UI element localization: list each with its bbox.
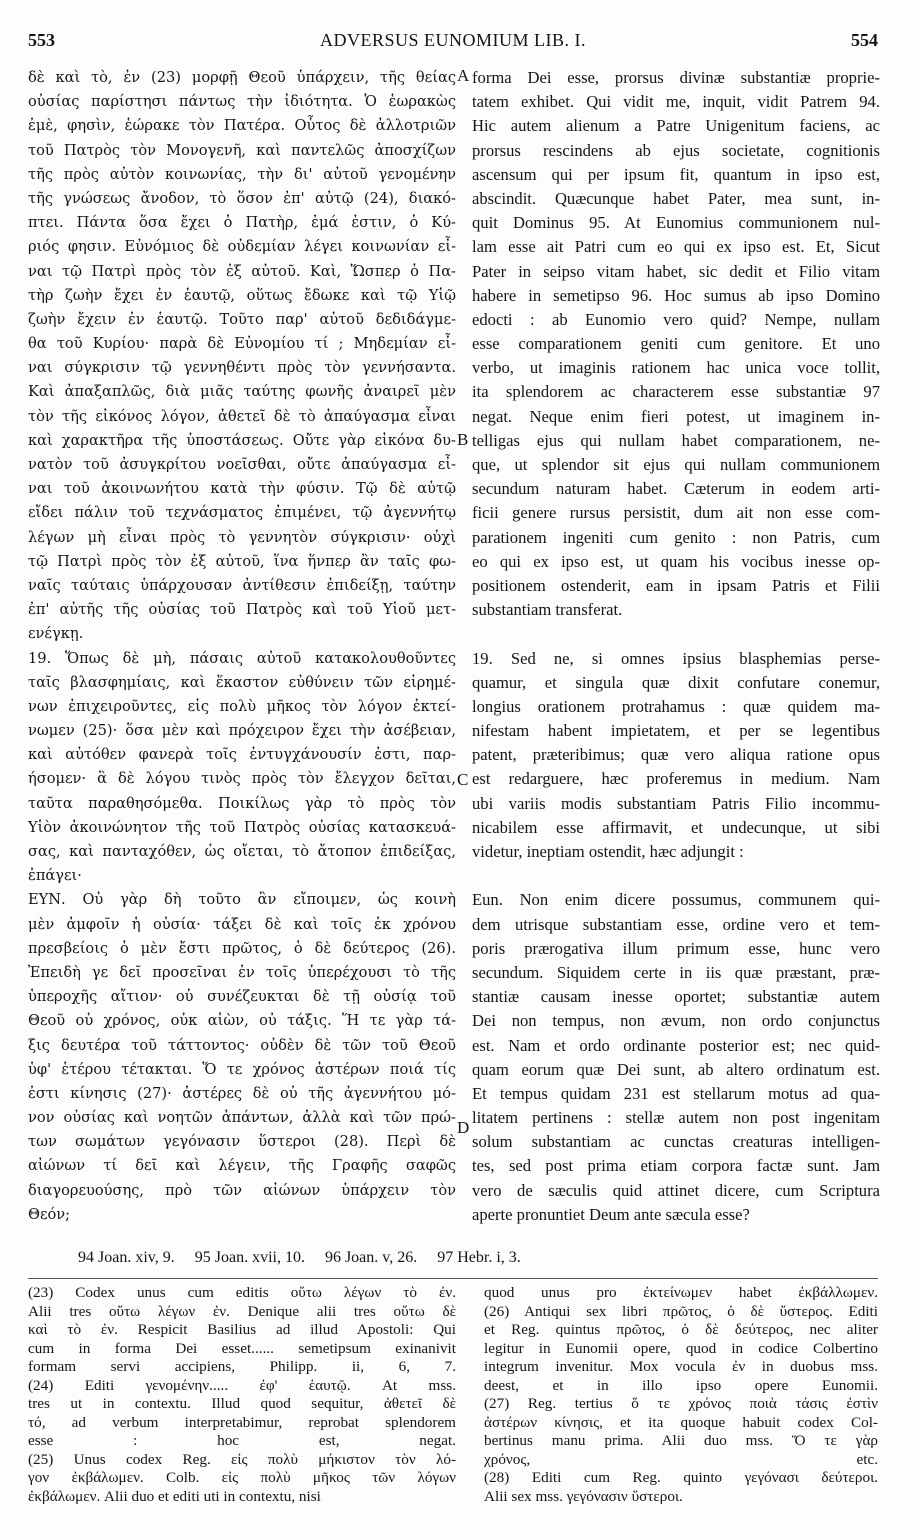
greek-text-line: ξις δευτέρα τοῦ τάττοντος· οὐδὲν δὲ τῶν τοῦ Θεοῦ [28,1036,456,1054]
scripture-ref: 95 Joan. xvii, 10. [194,1249,305,1266]
latin-text-line: ascensum qui per ipsum fit, quantum in ipso est, [472,164,880,184]
greek-text-line: τῆς γνώσεως ἄνοδον, τὸ ὅσον ἐπ' αὐτῷ (24), διακό- [28,189,456,207]
latin-text-line: quit Dominus 95. At Eunomius communionem nul- [472,213,880,233]
footnote-line: (26) Antiqui sex libri πρῶτος, ὁ δὲ ὕστερος. Editi [484,1302,878,1320]
scripture-ref: 97 Hebr. i, 3. [437,1249,521,1266]
footnotes-right [484,1284,878,1506]
latin-text-line: litatem pertinens : stellæ autem non post ingenitam [472,1108,880,1128]
latin-text-line: tes, sed post prima etiam corpora factæ sunt. Jam [472,1156,880,1176]
page-number-left: 553 [28,30,55,50]
greek-text-line: Θεοῦ οὐ χρόνος, οὐκ αἰὼν, οὐ τάξις. Ἥ τε γὰρ τά- [28,1012,456,1030]
greek-text-line: αἰώνων τί δεῖ καὶ λέγειν, τῆς Γραφῆς σαφῶς [28,1157,456,1175]
latin-text-line: stantiæ causam inesse oportet; substantiæ autem [472,987,880,1007]
greek-text-line: ναι τῷ Πατρὶ πρὸς τὸν ἐξ αὐτοῦ. Καὶ, Ὥσπερ ὁ Πα- [28,262,456,280]
margin-marker-c: C [457,770,469,789]
latin-text-line: dem utrisque substantiam esse, ordine vero et tem- [472,914,880,934]
greek-text-line: τὴρ ζωὴν ἔχει ἐν ἑαυτῷ, οὕτως ἔδωκε καὶ τῷ Υἱῷ [28,286,456,304]
margin-marker-d: D [457,1118,470,1137]
greek-text-line: ὑπεροχῆς αἴτιον· οὐ συνέζευκται δὲ τῇ οὐσίᾳ τοῦ [28,988,456,1006]
greek-text-line: νατὸν τοῦ ἀσυγκρίτου νοεῖσθαι, οὔτε ἀπαύγασμα εἶ- [28,456,456,473]
latin-text-line: est redarguere, hæc proferemus in medium. Nam [472,769,880,789]
footnote-line: ἀστέρων κίνησις, et ita quoque habuit codex Col- [484,1413,878,1431]
greek-text-line: ἐστι κίνησις (27)· ἀστέρες δὲ οὐ τῆς ἀγεννήτου μό- [28,1084,456,1102]
greek-text-line: διαγορευούσης, πρὸ τῶν αἰώνων ὑπάρχειν τὸν [28,1181,456,1199]
footnote-line: integrum invenitur. Mox vocula ἐν in duobus mss. [484,1358,878,1375]
latin-text-line: Pater in seipso vitam habet, sic dedit et Filio vitam [472,261,880,281]
footnotes-left [28,1284,456,1506]
greek-text-line: πρεσβείοις ὁ μὲν ἔστι πρῶτος, ὁ δὲ δεύτερος (26). [28,939,456,957]
greek-text-line: ταῖς βλασφημίαις, καὶ ἕκαστον εὐθύνειν τῶν εἰρημέ- [28,673,456,691]
greek-text-line: ταῦτα παραθησόμεθα. Ποικίλως γὰρ τὸ πρὸς τὸν [28,794,456,812]
greek-text-line: ναι τοῦ ἀκοινωνήτου κατὰ τὴν φύσιν. Τῷ δὲ αὐτῷ [28,480,456,498]
margin-marker-b: B [457,430,469,449]
greek-text-line: Υἱὸν ἀκοινώνητον τῆς τοῦ Πατρὸς οὐσίας κατασκευά- [28,818,456,836]
greek-text-line: ὑφ' ἑτέρου τέτακται. Ὅ τε χρόνος ἀστέρων ποιά τίς [28,1060,456,1078]
footnote-line: formam servi accipiens, Philipp. ii, 6, 7. [28,1358,456,1375]
footnote-line: tres ut in contextu. Illud quod sequitur, ἀθετεῖ δὲ [28,1395,456,1412]
greek-text-line: νωμεν (25)· ὅσα μὲν καὶ πρόχειρον ἔχει τὴν ἀσέβειαν, [28,722,456,740]
footnote-line: ἐκβάλωμεν. Alii duo et editi uti in contextu, nisi [28,1487,321,1505]
footnote-line: bertinus manu prima. Alii duo mss. Ὅ τε γὰρ [484,1432,878,1449]
latin-text-line: 19. Sed ne, si omnes ipsius blasphemias perse- [472,648,880,668]
footnote-line: Alii sex mss. γεγόνασιν ὕστεροι. [484,1487,683,1505]
footnote-line: καὶ τὸ ἐν. Respicit Basilius ad illud Apostoli: Qui [28,1321,456,1338]
latin-text-line: esse comparationem geniti cum genitore. Et uno [472,334,880,354]
latin-text-line: quam eorum quæ Dei sunt, ab altero ordinatum est. [472,1059,880,1079]
footnote-line: deest, et in illo ipso opere Eunomii. [484,1376,878,1394]
latin-text-line: forma Dei esse, prorsus divinæ substantiæ proprie- [472,68,880,87]
latin-text-line: secundum. Siquidem certe in iis quæ præstant, præ- [472,962,880,982]
latin-text-line: substantiam transferat. [472,600,623,620]
latin-text-line: ita splendorem ac characterem esse substantiæ 97 [472,382,880,402]
latin-text-line: eo qui ex ipso est, ut quam his vocibus inesse op- [472,551,880,571]
margin-marker-a: A [457,66,470,85]
greek-text-line: ναι σύγκρισιν τῷ γεννηθέντι πρὸς τὸν γεννήσαντα. [28,359,456,377]
latin-text-line: positionem ostenderit, eam in ipsam Patris et Filii [472,575,880,595]
greek-text-line: νων ἐπιχειροῦντες, εἰς πολὺ μῆκος τὸν λόγον ἐκτεί- [28,697,456,715]
latin-text-line: longius orationem protrahamus : quæ quidem ma- [472,696,880,716]
latin-text-line: prorsus rescindens ab ejus societate, cognitionis [472,140,880,160]
greek-text-line: ἐπ' αὐτῆς τῆς οὐσίας τοῦ Πατρὸς καὶ τοῦ Υἱοῦ μετ- [28,601,456,619]
greek-text-line: ναῖς ταύταις ὑπάρχουσαν ἀντίθεσιν ἐπιδείξῃ, ταύτην [28,576,456,594]
footnote-line: Alii tres οὕτω λέγων ἐν. Denique alii tres οὕτω δὲ [28,1302,456,1320]
latin-text-line: parationem ingeniti cum genito : non Patris, cum [472,527,880,547]
latin-text-line: secundum naturam habet. Cæterum in eodem arti- [472,479,880,499]
greek-text-line: ἐπάγει· [28,867,82,885]
greek-text-line: τοῦ Πατρὸς τὸν Μονογενῆ, καὶ παντελῶς ἀποσχίζων [28,141,456,159]
greek-text-line: ενέγκῃ. [28,625,84,643]
greek-text-line: δὲ καὶ τὸ, ἐν (23) μορφῇ Θεοῦ ὑπάρχειν, τῆς θείας [28,69,456,86]
latin-text-line: solum substantiam ac cunctas creaturas intelligen- [472,1132,880,1152]
latin-text-line: est. Nam et ordo ordinante posterior est; nec quid- [472,1035,880,1055]
greek-text-line: τὸν τῆς εἰκόνος λόγον, ἀθετεῖ δὲ τὸ ἀπαύγασμα εἶναι [28,407,456,425]
footnote-line: (27) Reg. tertius ὅ τε χρόνος ποιὰ τάσις ἐστὶν [484,1395,878,1412]
latin-text-line: que, ut splendor sit ejus qui nullam communionem [472,455,880,474]
footnote-line: (24) Editi γενομένην..... ἐφ' ἑαυτῷ. At mss. [28,1376,456,1394]
greek-text-line: καὶ αὐτόθεν φανερὰ τοῖς ἐντυγχάνουσίν ἐστι, παρ- [28,746,456,764]
scripture-ref: 94 Joan. xiv, 9. [78,1249,175,1266]
greek-text-line: Θεόν; [28,1205,71,1223]
latin-text-line: vero de sæculis quid attinet dicere, cum Scriptura [472,1180,880,1200]
latin-column [472,66,880,1227]
greek-text-line: ΕΥΝ. Οὐ γὰρ δὴ τοῦτο ἂν εἴποιμεν, ὡς κοινὴ [28,891,456,909]
footnote-line: cum in forma Dei esset...... semetipsum exinanivit [28,1339,456,1357]
latin-text-line: nifestam habent impietatem, et per se legentibus [472,721,880,741]
greek-text-line: τῷ Πατρὶ πρὸς τὸν ἐξ αὐτοῦ, ἵνα ἥνπερ ἂν ταῖς φω- [28,552,456,570]
latin-text-line: telligas ejus qui nullam habet comparationem, ne- [472,430,880,450]
greek-text-line: σας, καὶ πανταχόθεν, ὡς οἴεται, τὸ ἄτοπον ἐπιδείξας, [28,843,456,860]
greek-text-line: τῆς πρὸς αὐτὸν κοινωνίας, τὴν δι' αὐτοῦ γενομένην [28,165,456,183]
latin-text-line: tatem exhibet. Qui vidit me, inquit, vidit Patrem 94. [472,92,880,112]
greek-text-line: Καὶ ἀπαξαπλῶς, διὰ μιᾶς ταύτης φωνῆς ἀναιρεῖ μὲν [28,383,456,401]
latin-text-line: nicabilem esse affirmavit, et undecunque, ut sibi [472,817,880,837]
greek-text-line: καὶ χαρακτῆρα τῆς ὑποστάσεως. Οὔτε γὰρ εἰκόνα δυ- [28,431,456,449]
latin-text-line: ficii genere rursus persistit, dum ait non esse com- [472,503,880,523]
latin-text-line: videtur, ineptiam ostendit, hæc adjungit : [472,842,744,861]
greek-text-line: οὐσίας παρίστησι πάντως τὴν ἰδιότητα. Ὁ ἑωρακὼς [28,93,456,111]
greek-text-line: ἐμὲ, φησὶν, ἑώρακε τὸν Πατέρα. Οὗτος δὲ ἀλλοτριῶν [28,117,456,135]
greek-text-line: θα τοῦ Κυρίου· παρὰ δὲ Εὐνομίου τί ; Μηδεμίαν εἶ- [28,335,456,353]
latin-text-line: habere in semetipso 96. Hoc sumus ab ipso Domino [472,285,880,305]
footnote-line: γον ἐκβάλωμεν. Colb. εἰς πολὺ μῆκος τῶν λόγων [28,1469,456,1486]
latin-text-line: Dei non tempus, non ævum, non ordo conjunctus [472,1011,880,1031]
latin-text-line: poris prærogativa illum primum esse, hunc vero [472,938,880,958]
latin-text-line [472,864,880,888]
latin-text-line: quamur, et singula quæ dixit confutare conemur, [472,672,880,692]
greek-text-line: ζωὴν ἔχειν ἐν ἑαυτῷ. Τοῦτο παρ' αὐτοῦ δεδιδάγμε- [28,310,456,328]
footnote-line: χρόνος, etc. [484,1450,878,1468]
latin-text-line: Hic autem alienum a Patre Unigenitum faciens, ac [472,116,880,136]
footnote-line: esse : hoc est, negat. [28,1432,456,1449]
greek-text-line: εἴδει πάλιν τοῦ τεχνάσματος ἐπιμένει, τῷ ἀγεννήτῳ [28,504,456,522]
scripture-ref: 96 Joan. v, 26. [324,1249,418,1266]
running-header [28,30,878,56]
footnote-divider [28,1278,878,1279]
footnote-line: (28) Editi cum Reg. quinto γεγόνασι δεύτεροι. [484,1469,878,1486]
greek-text-line: ήσομεν· ἃ δὲ λόγου τινὸς πρὸς τὸν ἔλεγχον δεῖται, [28,770,456,788]
greek-text-line: των σωμάτων γεγόνασιν ὕστεροι (28). Περὶ δὲ [28,1133,456,1151]
greek-column [28,66,456,1227]
footnote-line: et Reg. quintus πρῶτος, ὁ δὲ δεύτερος, nec aliter [484,1321,878,1338]
greek-text-line: πτει. Πάντα ὅσα ἔχει ὁ Πατὴρ, ἐμά ἐστιν, ὁ Κύ- [28,214,456,232]
latin-text-line: lam esse ait Patri cum eo qui ex ipso est. Et, Sicut [472,237,880,257]
latin-text-line: ubi variis modis substantiam Patris Filio incommu- [472,793,880,813]
latin-text-line: patent, præteribimus; quæ vero aliqua ratione opus [472,745,880,765]
latin-text-line: Et tempus quidam 231 est stellarum motus ad qua- [472,1083,880,1103]
footnote-line: legitur in Eunomii opere, quod in codice Colbertino [484,1339,878,1357]
scripture-references [78,1249,798,1267]
greek-text-line: ριός φησιν. Εὐνόμιος δὲ οὐδεμίαν λέγει κοινωνίαν εἶ- [28,238,456,256]
greek-text-line: Ἐπειδὴ γε δεῖ προσεῖναι ἐν τοῖς ὑπερέχουσι τὸ τῆς [28,963,456,981]
running-title: ADVERSUS EUNOMIUM LIB. I. [319,30,586,50]
latin-text-line: edocti : ab Eunomio vero quid? Nempe, nullam [472,309,880,329]
footnote-line: τό, ad verbum interpretabimur, reprobat splendorem [28,1413,456,1431]
footnote-line: (25) Unus codex Reg. εἰς πολὺ μήκιστον τὸν λό- [28,1450,456,1468]
latin-text-line: Eun. Non enim dicere possumus, communem qui- [472,890,880,910]
greek-text-line: 19. Ὅπως δὲ μὴ, πάσαις αὐτοῦ κατακολουθοῦντες [28,649,456,667]
latin-text-line: verbo, ut imaginis rationem hac unica voce tollit, [472,358,880,378]
latin-text-line: abscindit. Quæcunque habet Pater, mea sunt, in- [472,188,880,208]
page-number-right: 554 [851,30,878,50]
footnote-line: (23) Codex unus cum editis οὕτω λέγων τὸ ἐν. [28,1284,456,1301]
greek-text-line: λέγων μὴ εἶναι πρὸς τὸ γεννητὸν σύγκρισιν· οὐχὶ [28,528,456,546]
latin-text-line [472,622,880,646]
latin-text-line: aperte pronuntiet Deum ante sæcula esse? [472,1204,750,1224]
footnote-line: quod unus pro ἐκτείνωμεν habet ἐκβάλλωμεν. [484,1284,878,1301]
greek-text-line: νον οὐσίας καὶ νοητῶν ἁπάντων, ἀλλὰ καὶ τῶν πρώ- [28,1109,456,1127]
latin-text-line: negat. Neque enim fieri potest, ut imaginem in- [472,406,880,426]
greek-text-line: μὲν ἀμφοῖν ἡ οὐσία· τάξει δὲ καὶ τοῖς ἐκ χρόνου [28,915,456,933]
